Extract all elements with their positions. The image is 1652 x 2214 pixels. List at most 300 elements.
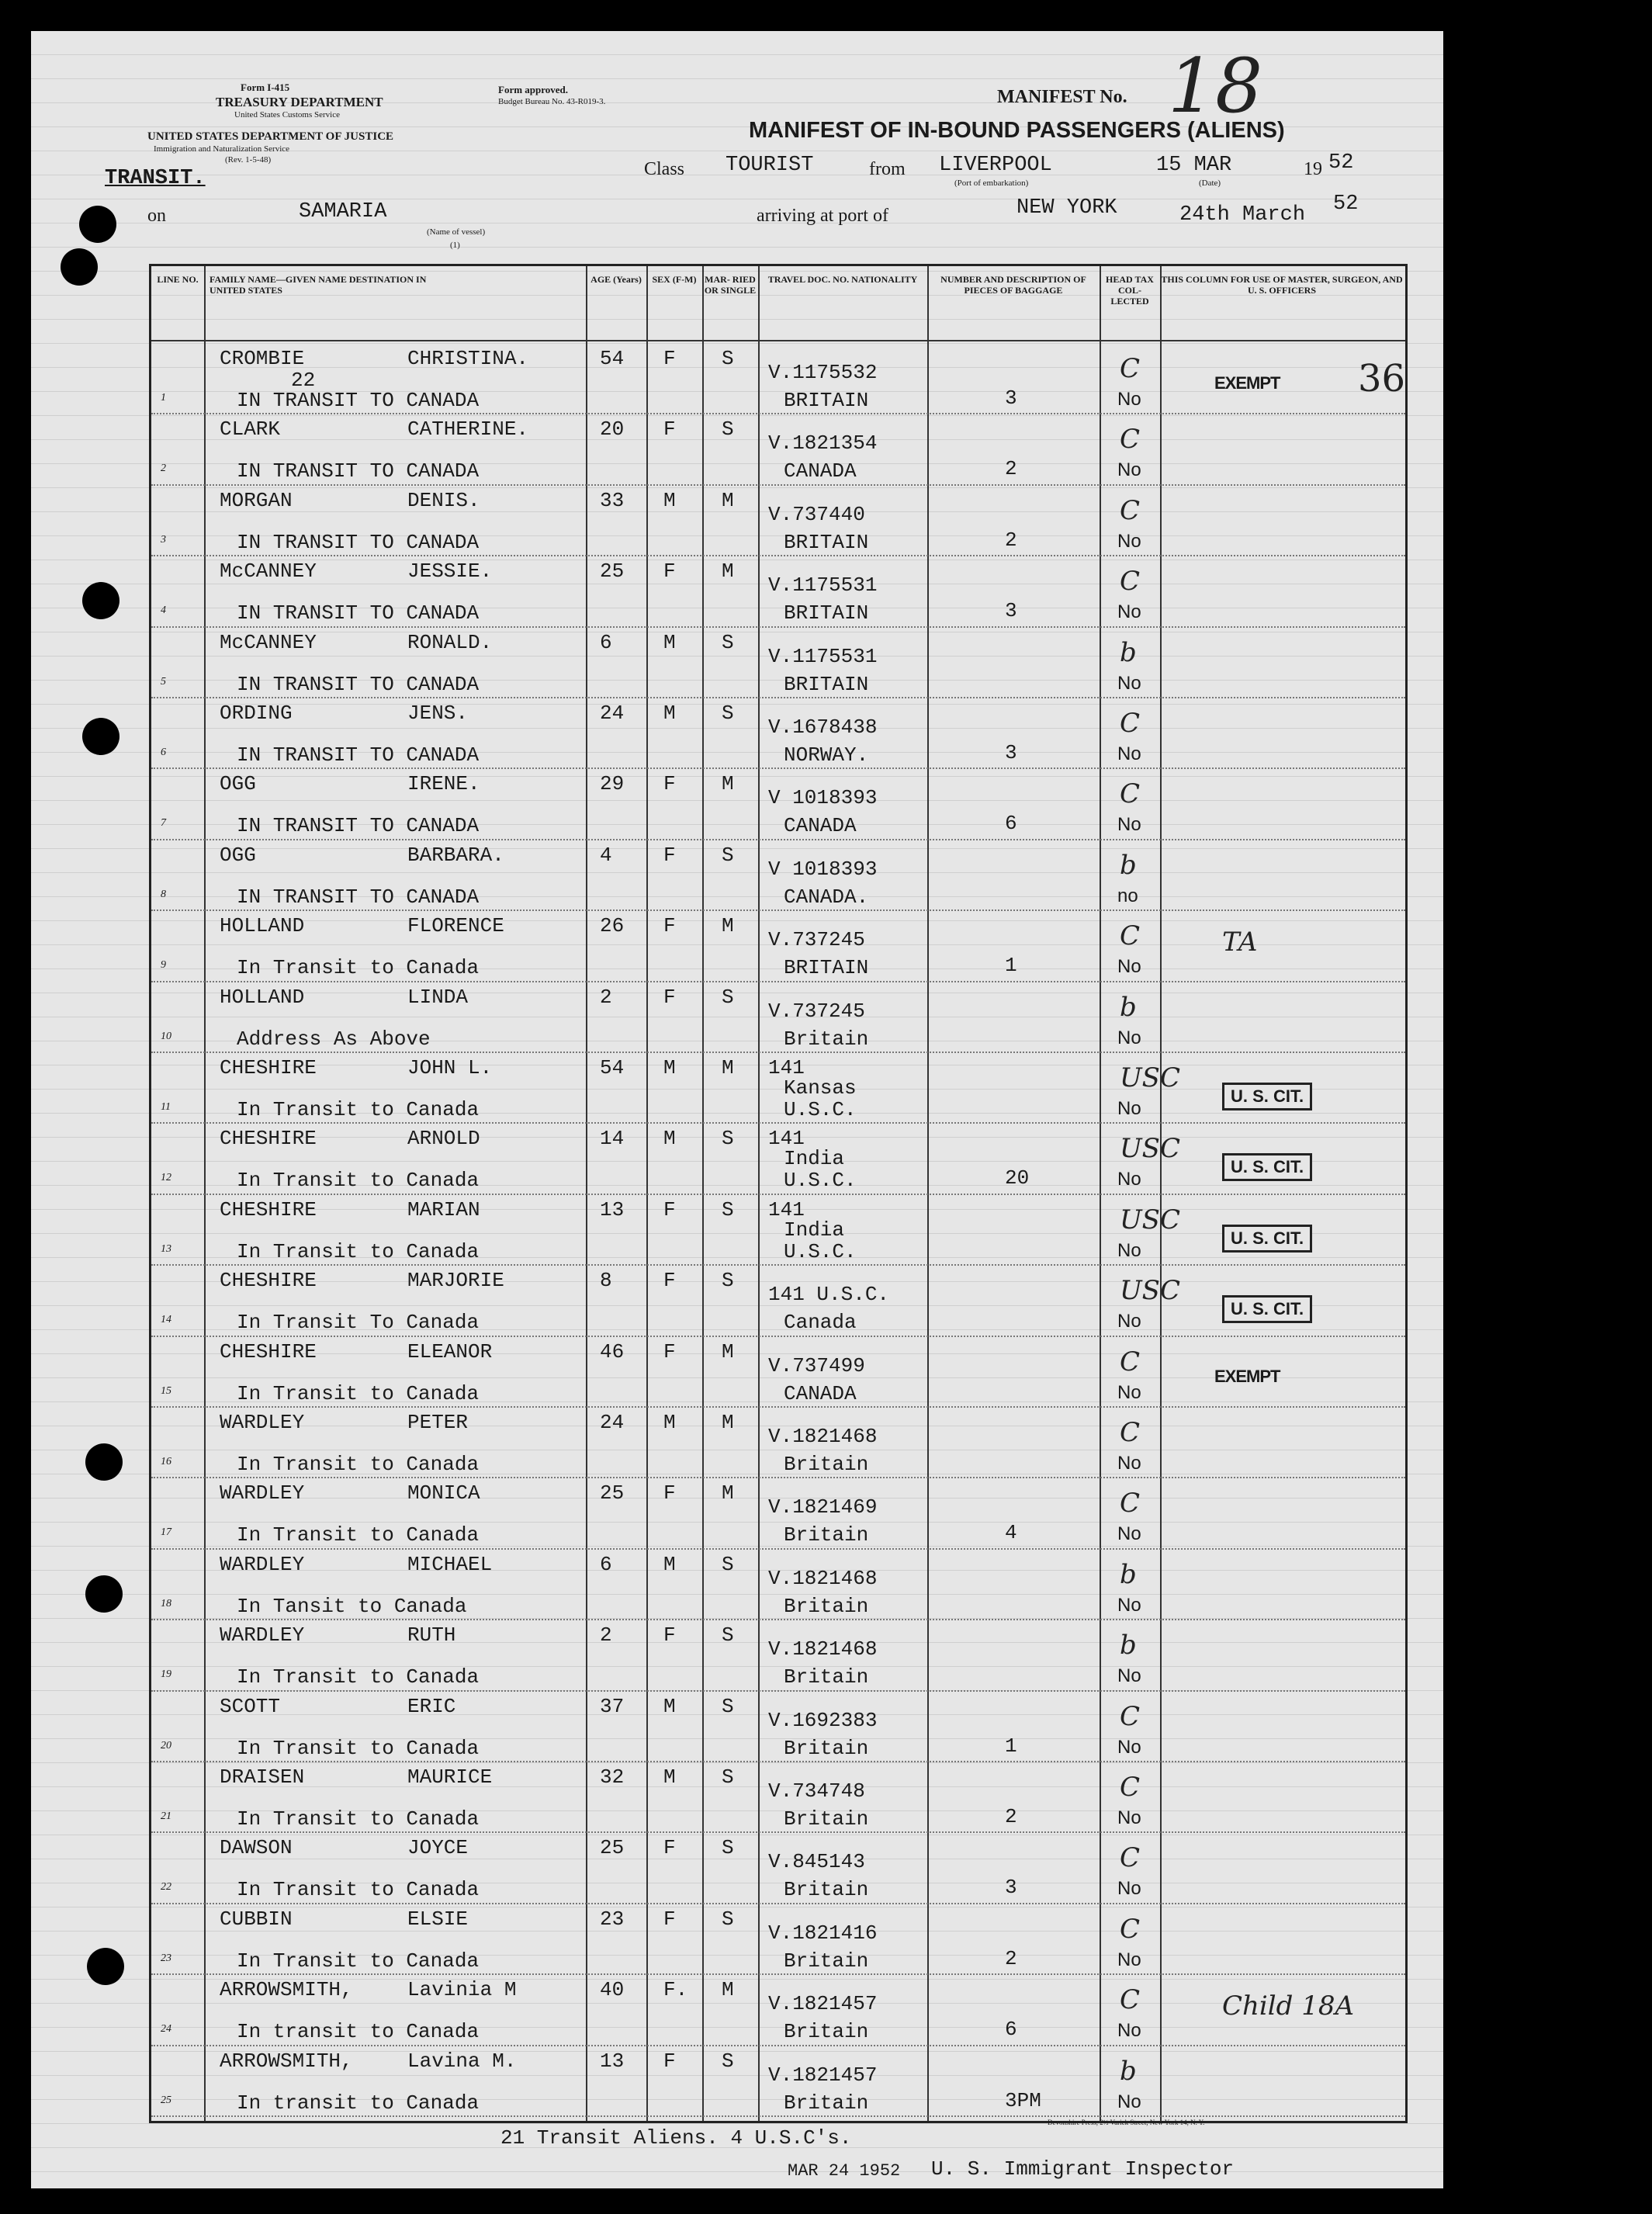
nationality: Kansas [784,1076,857,1100]
date-value: 15 MAR [1156,154,1232,177]
age: 23 [600,1907,625,1931]
line-number: 25 [161,2094,171,2106]
head-tax: No [1117,672,1141,694]
destination: IN TRANSIT TO CANADA [237,885,480,909]
nationality: CANADA [784,814,857,838]
head-tax-mark: C [1120,1700,1141,1732]
sex: M [663,1127,676,1151]
sex: M [663,1552,676,1576]
age: 33 [600,488,625,512]
revision: (Rev. 1-5-48) [225,155,272,165]
us-citizen-stamp: U. S. CIT. [1222,1153,1312,1181]
age: 4 [600,843,612,867]
sex: M [663,488,676,512]
nationality: Britain [784,1807,869,1831]
destination: Address As Above [237,1027,431,1051]
baggage: 3 [1005,599,1017,623]
head-tax: No [1117,530,1141,552]
punch-hole [85,1575,123,1613]
manifest-label: MANIFEST No. [997,87,1127,107]
punch-hole [82,718,119,755]
baggage: 2 [1005,528,1017,552]
given-name: MAURICE [407,1765,493,1789]
destination: In Transit to Canada [237,1949,480,1973]
nationality: India [784,1147,845,1171]
year-value: 52 [1328,151,1354,175]
col-header-sex: SEX (F-M) [652,274,697,285]
line-number: 24 [161,2023,171,2036]
age: 14 [600,1127,625,1151]
form-approved: Form approved. [498,84,569,95]
given-name: CATHERINE. [407,418,529,442]
row-separator [151,1406,1405,1409]
travel-doc: V.1175531 [768,573,878,598]
given-name: FLORENCE [407,914,504,938]
budget-bureau: Budget Bureau No. 43-R019-3. [498,97,606,106]
sex: F [663,772,676,796]
nationality: Britain [784,1736,869,1760]
arriving-label: arriving at port of [757,206,888,226]
destination: In Tansit to Canada [237,1594,467,1618]
ins-service: Immigration and Naturalization Service [154,144,290,154]
manifest-title: MANIFEST OF IN-BOUND PASSENGERS (ALIENS) [749,118,1285,143]
destination: In Transit to Canada [237,1098,480,1121]
line-number: 20 [161,1739,171,1751]
family-name: MORGAN [220,488,293,512]
head-tax: No [1117,814,1141,836]
marital-status: M [722,1411,734,1434]
nationality: Canada [784,1311,857,1335]
family-name: DAWSON [220,1836,293,1860]
given-name: MARIAN [407,1197,480,1221]
travel-doc: V.1821468 [768,1425,878,1448]
arrival-date: 24th March [1179,203,1306,227]
family-name: CHESHIRE [220,1127,317,1151]
justice-dept: UNITED STATES DEPARTMENT OF JUSTICE [147,130,394,143]
family-name: WARDLEY [220,1552,305,1576]
officer-note: Child 18A [1222,1991,1355,2022]
us-citizen-stamp: U. S. CIT. [1222,1295,1312,1323]
printer-credit: Devonshire Press, 2½ Varick Street, New York 14, N. Y. [1048,2119,1205,2126]
travel-doc: 141 U.S.C. [768,1283,890,1307]
head-tax: No [1117,1807,1141,1828]
line-number: 7 [161,817,166,830]
head-tax: No [1117,2091,1141,2112]
destination: In Transit to Canada [237,1665,480,1689]
travel-doc: V.1821457 [768,1992,878,2016]
travel-doc: V.737440 [768,502,865,526]
sex: F. [663,1978,688,2002]
age: 25 [600,560,625,584]
given-name: ARNOLD [407,1127,480,1151]
family-name: WARDLEY [220,1481,305,1505]
given-name: RONALD. [407,630,493,654]
head-tax-mark: C [1120,778,1141,810]
sex: F [663,1836,676,1860]
sex: F [663,2049,676,2073]
head-tax: No [1117,1311,1141,1332]
family-name: ARROWSMITH, [220,2049,353,2073]
class-label: Class [644,159,685,179]
given-name: MICHAEL [407,1552,493,1576]
travel-doc: V.1692383 [768,1708,878,1732]
given-name: ELEANOR [407,1339,493,1363]
age: 54 [600,1056,625,1079]
head-tax: No [1117,601,1141,623]
family-name: CHESHIRE [220,1197,317,1221]
transit-label: TRANSIT. [105,167,206,190]
punch-hole [79,206,116,243]
row-separator [151,1477,1405,1480]
head-tax-mark: C [1120,1984,1141,2016]
handwritten-36: 36 [1358,357,1406,400]
family-name: McCANNEY [220,560,317,584]
nationality: Britain [784,2091,869,2115]
marital-status: M [722,772,734,796]
head-tax-mark: C [1120,1772,1141,1803]
line-number: 11 [161,1101,171,1113]
family-name: McCANNEY [220,630,317,654]
sex: F [663,418,676,442]
head-tax: No [1117,956,1141,978]
head-tax: No [1117,1239,1141,1261]
head-tax: No [1117,1098,1141,1119]
head-tax: No [1117,1523,1141,1545]
travel-doc: V 1018393 [768,857,878,881]
class-value: TOURIST [726,154,814,177]
head-tax: No [1117,389,1141,410]
nationality: Britain [784,1594,869,1618]
line-number: 22 [161,1881,171,1894]
marital-status: M [722,488,734,512]
travel-doc: V.1821469 [768,1495,878,1519]
line-number: 6 [161,747,166,758]
sex: M [663,1056,676,1079]
marital-status: S [722,1127,734,1151]
line-number: 3 [161,533,166,546]
col-header-age: AGE (Years) [590,274,642,285]
row-separator [151,1264,1405,1267]
marital-status: M [722,1056,734,1079]
col-header-tax: HEAD TAX COL- LECTED [1106,274,1154,307]
line-number: 23 [161,1952,171,1964]
given-name: MARJORIE [407,1269,504,1293]
sex: F [663,985,676,1009]
line-number: 12 [161,1172,171,1184]
travel-doc: V.1175531 [768,644,878,668]
punch-hole [61,248,98,286]
marital-status: M [722,1481,734,1505]
family-name: ORDING [220,702,293,725]
row-separator [151,413,1405,416]
baggage: 3 [1005,741,1017,764]
head-tax-mark: C [1120,1842,1141,1874]
marital-status: S [722,985,734,1009]
sex: F [663,914,676,938]
family-name: HOLLAND [220,914,305,938]
baggage: 2 [1005,1805,1017,1828]
sex: M [663,630,676,654]
destination: IN TRANSIT TO CANADA [237,459,480,483]
family-name: SCOTT [220,1694,281,1718]
line-number: 21 [161,1810,171,1822]
age: 20 [600,418,625,442]
line-number: 5 [161,675,166,688]
travel-doc: V.737245 [768,928,865,952]
nationality: Britain [784,1453,869,1476]
row-separator [151,484,1405,487]
punch-hole [87,1948,124,1985]
head-tax: No [1117,1381,1141,1403]
given-name: CHRISTINA. [407,347,529,370]
destination: IN TRANSIT TO CANADA [237,814,480,838]
manifest-sheet [31,31,1443,2188]
col-header-use: THIS COLUMN FOR USE OF MASTER, SURGEON, AND U. S. OFFICERS [1161,274,1403,296]
destination: IN TRANSIT TO CANADA [237,743,480,767]
family-name: OGG [220,772,256,796]
from-value: LIVERPOOL [939,154,1052,177]
given-name: PETER [407,1411,469,1434]
sex: F [663,1907,676,1931]
nationality: Britain [784,1949,869,1973]
head-tax: No [1117,459,1141,481]
sex: F [663,347,676,370]
nationality: BRITAIN [784,389,869,412]
family-name: CROMBIE [220,347,305,370]
head-tax: No [1117,1453,1141,1474]
given-name: JOHN L. [407,1056,493,1079]
age: 2 [600,985,612,1009]
family-name: CHESHIRE [220,1056,317,1079]
manifest-table [149,264,1408,2123]
given-name: LINDA [407,985,469,1009]
given-name: ERIC [407,1694,456,1718]
destination: IN TRANSIT TO CANADA [237,530,480,554]
destination: IN TRANSIT TO CANADA [237,601,480,625]
given-name: JESSIE. [407,560,493,584]
head-tax-mark: b [1120,1558,1137,1590]
line-number: 13 [161,1242,171,1255]
travel-doc: V.734748 [768,1779,865,1803]
manifest-number: 18 [1168,43,1263,130]
age: 2 [600,1623,612,1648]
row-separator [151,1548,1405,1551]
age: 6 [600,630,612,654]
travel-doc: V.1678438 [768,715,878,739]
row-separator [151,1761,1405,1764]
given-name: IRENE. [407,772,480,796]
nationality-status: U.S.C. [784,1169,857,1193]
nationality: Britain [784,1665,869,1689]
nationality: BRITAIN [784,601,869,625]
age: 25 [600,1481,625,1505]
baggage: 6 [1005,2018,1017,2042]
age: 46 [600,1339,625,1363]
given-name: Lavina M. [407,2049,517,2073]
port-caption: (Port of embarkation) [954,178,1029,188]
marital-status: M [722,1339,734,1363]
line-number: 8 [161,888,166,900]
head-tax-mark: USC [1120,1275,1180,1307]
given-name: DENIS. [407,488,480,512]
line-number: 2 [161,463,166,475]
line-number: 14 [161,1314,171,1326]
destination: In Transit To Canada [237,1311,480,1335]
nationality: CANADA [784,1381,857,1405]
age: 25 [600,1836,625,1860]
age: 6 [600,1552,612,1576]
marital-status: S [722,347,734,370]
sex: F [663,1481,676,1505]
head-tax: No [1117,1665,1141,1687]
sex: F [663,1339,676,1363]
family-name: ARROWSMITH, [220,1978,353,2002]
destination: In Transit to Canada [237,1523,480,1547]
extra-note: 22 [291,369,316,392]
head-tax: No [1117,1169,1141,1190]
head-tax: No [1117,2020,1141,2042]
head-tax-mark: C [1120,920,1141,952]
head-tax: No [1117,1736,1141,1758]
customs-service: United States Customs Service [234,110,340,120]
head-tax-mark: b [1120,991,1137,1023]
travel-doc: V.1821354 [768,431,878,456]
row-separator [151,1973,1405,1977]
exempt-stamp: EXEMPT [1214,373,1280,393]
head-tax: No [1117,1027,1141,1048]
head-tax-mark: C [1120,1488,1141,1519]
head-tax: No [1117,743,1141,764]
sex: F [663,1197,676,1221]
col-header-married: MAR- RIED OR SINGLE [704,274,757,296]
given-name: JOYCE [407,1836,469,1860]
age: 37 [600,1694,625,1718]
destination: In Transit to Canada [237,1169,480,1193]
travel-doc: V.737499 [768,1353,865,1377]
vessel-caption: (Name of vessel) [427,227,486,237]
row-separator [151,626,1405,629]
baggage: 20 [1005,1166,1030,1190]
marital-status: S [722,1552,734,1576]
baggage: 1 [1005,954,1017,978]
row-separator [151,2115,1405,2119]
family-name: CHESHIRE [220,1339,317,1363]
travel-doc: V.1821468 [768,1566,878,1590]
head-tax-mark: C [1120,1913,1141,1945]
row-separator [151,1052,1405,1055]
destination: In Transit to Canada [237,1736,480,1760]
row-separator [151,1194,1405,1197]
nationality: CANADA [784,459,857,483]
head-tax-mark: b [1120,636,1137,668]
us-citizen-stamp: U. S. CIT. [1222,1083,1312,1110]
head-tax-mark: USC [1120,1204,1180,1235]
from-label: from [869,159,906,179]
head-tax: No [1117,1594,1141,1616]
sex: M [663,1694,676,1718]
col1-caption: (1) [450,241,460,250]
nationality: CANADA. [784,885,869,909]
family-name: WARDLEY [220,1411,305,1434]
head-tax-mark: C [1120,708,1141,739]
vessel-name: SAMARIA [299,200,387,223]
sex: M [663,702,676,725]
row-separator [151,697,1405,700]
family-name: OGG [220,843,256,867]
col-header-travel: TRAVEL DOC. NO. NATIONALITY [767,274,918,285]
destination: In Transit to Canada [237,1453,480,1476]
nationality: BRITAIN [784,530,869,554]
nationality: Britain [784,1027,869,1051]
sex: F [663,560,676,584]
form-number: Form I-415 [241,81,290,93]
age: 26 [600,914,625,938]
row-separator [151,839,1405,842]
nationality-status: U.S.C. [784,1098,857,1121]
head-tax-mark: C [1120,1417,1141,1448]
row-separator [151,1831,1405,1835]
marital-status: S [722,630,734,654]
travel-doc: V.845143 [768,1850,865,1874]
head-tax-mark: b [1120,1630,1137,1661]
nationality: India [784,1218,845,1242]
row-separator [151,2045,1405,2048]
baggage: 1 [1005,1734,1017,1758]
travel-doc: 141 [768,1127,805,1151]
treasury-dept: TREASURY DEPARTMENT [216,95,383,109]
destination: In transit to Canada [237,2020,480,2044]
on-label: on [147,206,166,226]
line-number: 17 [161,1526,171,1539]
family-name: CHESHIRE [220,1269,317,1293]
marital-status: S [722,843,734,867]
head-tax-mark: C [1120,1346,1141,1377]
nationality: Britain [784,2020,869,2044]
col-header-baggage: NUMBER AND DESCRIPTION OF PIECES OF BAGGAGE [940,274,1086,296]
head-tax-mark: b [1120,2055,1137,2087]
marital-status: S [722,1907,734,1931]
nationality-status: U.S.C. [784,1239,857,1263]
given-name: MONICA [407,1481,480,1505]
baggage: 2 [1005,1946,1017,1970]
destination: In Transit to Canada [237,1381,480,1405]
year-prefix: 19 [1304,159,1322,179]
baggage: 3 [1005,1876,1017,1900]
sex: F [663,1623,676,1648]
age: 8 [600,1269,612,1293]
row-separator [151,767,1405,771]
baggage: 3 [1005,386,1017,410]
age: 13 [600,1197,625,1221]
head-tax-mark: C [1120,566,1141,598]
nationality: BRITAIN [784,672,869,696]
nationality: BRITAIN [784,956,869,980]
row-separator [151,1336,1405,1339]
head-tax-mark: C [1120,353,1141,384]
given-name: RUTH [407,1623,456,1648]
row-separator [151,1903,1405,1906]
head-tax: No [1117,1878,1141,1900]
marital-status: S [722,702,734,725]
arriving-port: NEW YORK [1016,196,1117,220]
marital-status: M [722,560,734,584]
sex: M [663,1411,676,1434]
destination: In transit to Canada [237,2091,480,2115]
footer-summary: 21 Transit Aliens. 4 U.S.C's. [500,2126,852,2150]
line-number: 18 [161,1597,171,1609]
given-name: ELSIE [407,1907,469,1931]
travel-doc: V 1018393 [768,786,878,810]
